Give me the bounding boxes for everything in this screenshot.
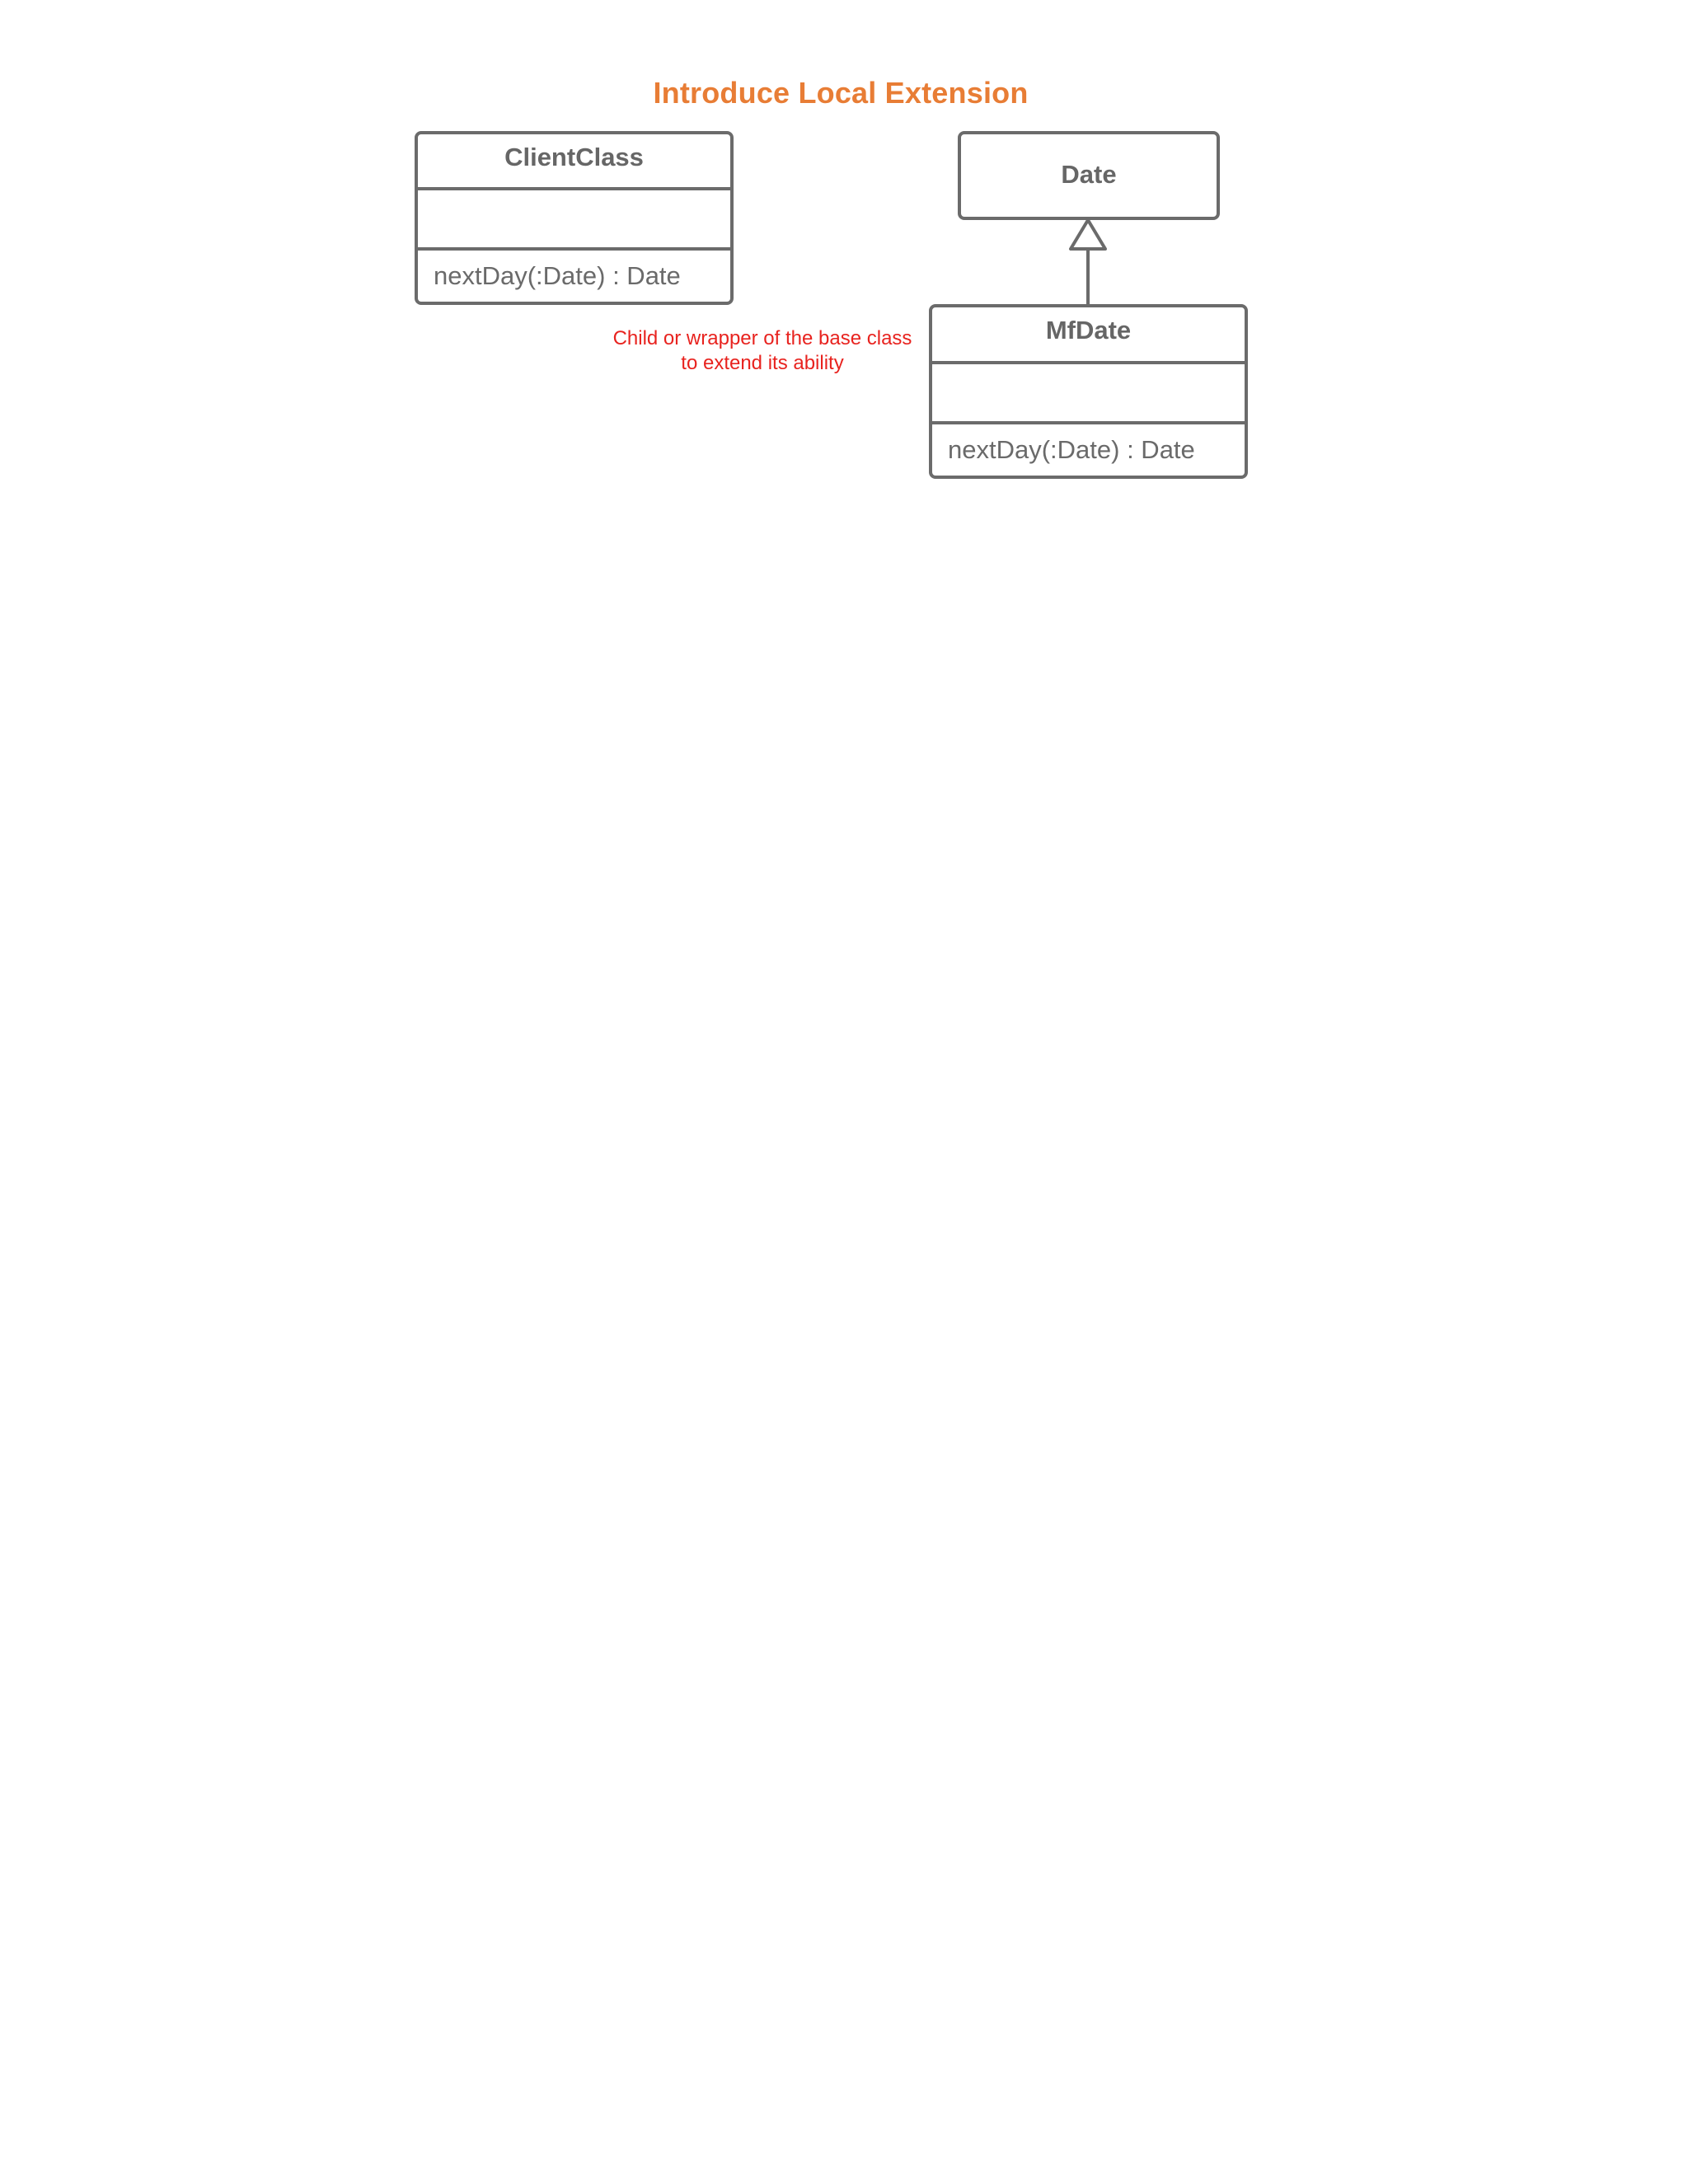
note-line: to extend its ability bbox=[681, 352, 844, 374]
mfdate-class-attributes bbox=[932, 361, 1245, 421]
mfdate-class-box[interactable] bbox=[929, 304, 1248, 479]
mfdate-class-name: MfDate bbox=[1045, 316, 1132, 344]
date-class-name: Date bbox=[1061, 160, 1117, 189]
mfdate-class-operation: nextDay(:Date) : Date bbox=[932, 421, 1245, 476]
diagram-title: Introduce Local Extension bbox=[653, 76, 1029, 110]
generalization-arrowhead-icon bbox=[1071, 220, 1105, 249]
client-class-name: ClientClass bbox=[504, 143, 644, 171]
note-line: Child or wrapper of the base class bbox=[612, 327, 912, 349]
client-class-operation: nextDay(:Date) : Date bbox=[418, 247, 730, 302]
annotation-note bbox=[593, 326, 931, 376]
